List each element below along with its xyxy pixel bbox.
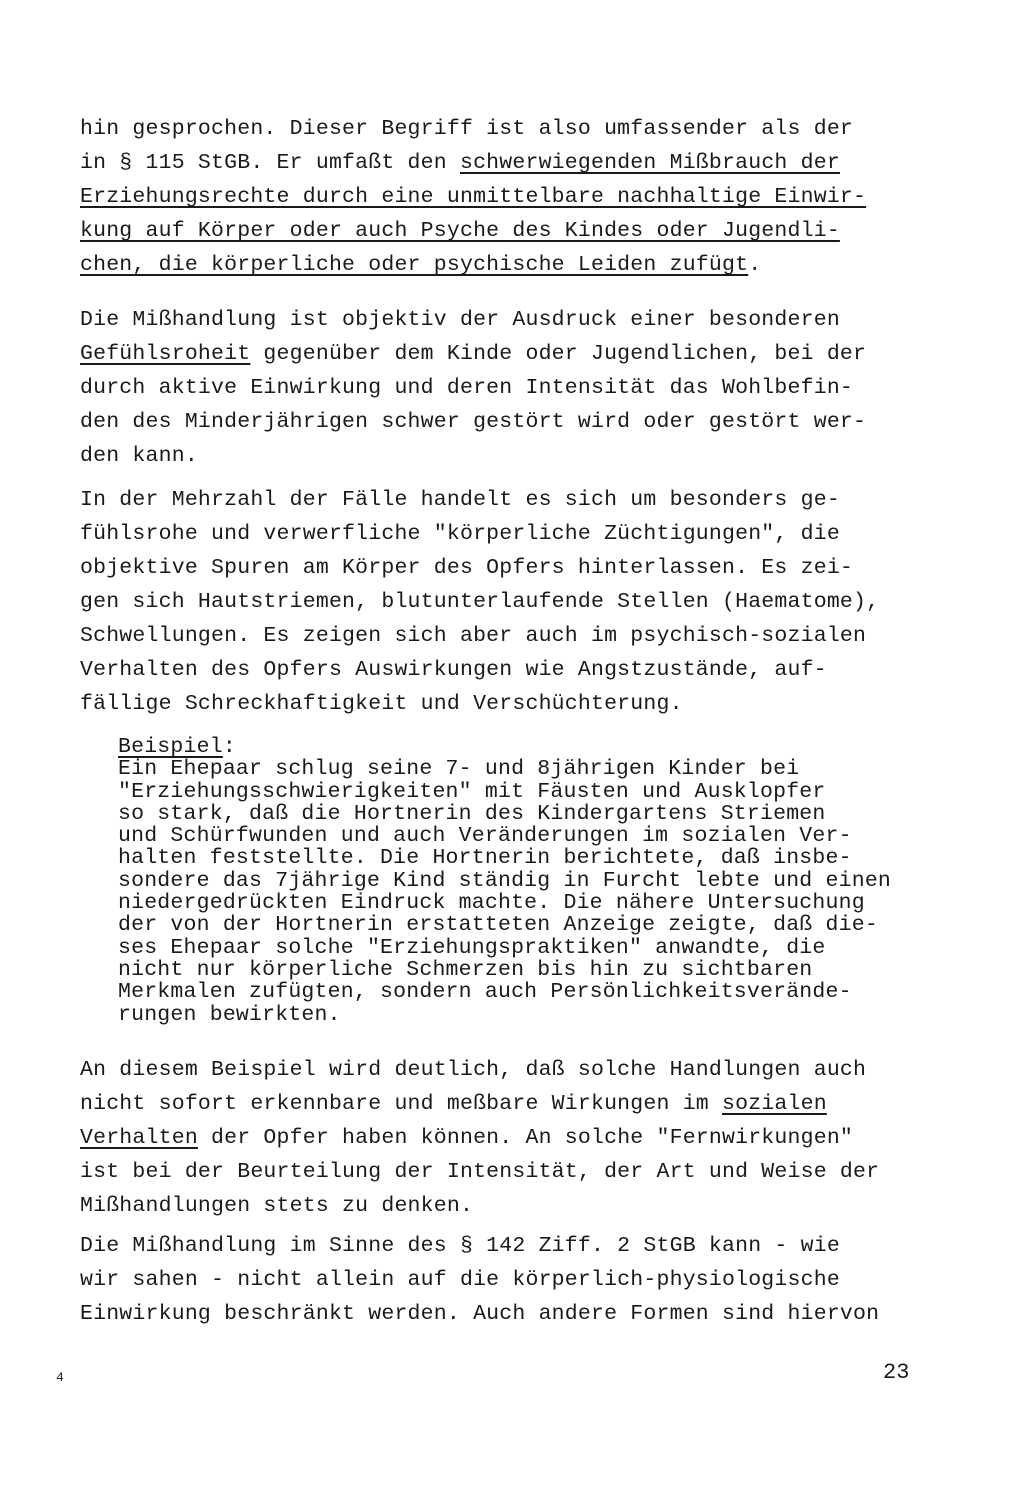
text-line: fühlsrohe und verwerfliche "körperliche Züchtigungen", die	[80, 522, 840, 546]
text-line: fällige Schreckhaftigkeit und Verschüchterung.	[80, 692, 683, 716]
text-line: Schwellungen. Es zeigen sich aber auch im psychisch-sozialen	[80, 624, 867, 648]
text-line: Ein Ehepaar schlug seine 7- und 8jährigen Kinder bei	[118, 757, 800, 782]
paragraph-mehrzahl	[80, 483, 940, 721]
text-line: den kann.	[80, 444, 198, 468]
text-line: sondere das 7jährige Kind ständig in Furcht lebte und einen	[118, 868, 892, 893]
text-line: objektive Spuren am Körper des Opfers hinterlassen. Es zei-	[80, 556, 854, 580]
text-line: In der Mehrzahl der Fälle handelt es sich um besonders ge-	[80, 488, 840, 512]
text-line	[80, 146, 940, 180]
text-span: .	[748, 253, 762, 277]
underlined-text: chen, die körperliche oder psychische Leiden zufügt	[80, 253, 749, 277]
text-line: und Schürfwunden und auch Veränderungen im sozialen Ver-	[118, 824, 852, 849]
footer-mark: 4	[56, 1370, 64, 1385]
text-line: den des Minderjährigen schwer gestört wird oder gestört wer-	[80, 410, 867, 434]
underlined-text: Beispiel	[118, 735, 223, 759]
text-line: Mißhandlungen stets zu denken.	[80, 1194, 474, 1218]
text-span: nicht sofort erkennbare und meßbare Wirkungen im	[80, 1092, 723, 1116]
text-line: ist bei der Beurteilung der Intensität, der Art und Weise der	[80, 1160, 880, 1184]
text-line: niedergedrückten Eindruck machte. Die nähere Untersuchung	[118, 891, 865, 916]
text-line: An diesem Beispiel wird deutlich, daß solche Handlungen auch	[80, 1058, 867, 1082]
text-line: halten feststellte. Die Hortnerin berichtete, daß insbe-	[118, 846, 852, 871]
text-line: so stark, daß die Hortnerin des Kindergartens Striemen	[118, 801, 826, 826]
underlined-text: Gefühlsroheit	[80, 342, 251, 366]
underlined-text: Verhalten	[80, 1126, 198, 1150]
text-line: Verhalten des Opfers Auswirkungen wie Angstzustände, auf-	[80, 658, 827, 682]
text-span: in § 115 StGB. Er umfaßt den	[80, 151, 460, 175]
text-line: ses Ehepaar solche "Erziehungspraktiken" anwandte, die	[118, 935, 826, 960]
text-line: rungen bewirkten.	[118, 1002, 341, 1027]
text-line: gen sich Hautstriemen, blutunterlaufende Stellen (Haematome),	[80, 590, 880, 614]
text-line: Einwirkung beschränkt werden. Auch andere Formen sind hiervon	[80, 1302, 880, 1326]
underlined-text: sozialen	[722, 1092, 827, 1116]
text-span: gegenüber dem Kinde oder Jugendlichen, bei der	[250, 342, 867, 366]
paragraph-sinne	[80, 1229, 940, 1331]
underlined-text-line: kung auf Körper oder auch Psyche des Kindes oder Jugendli-	[80, 219, 840, 243]
text-line	[80, 1087, 940, 1121]
page-number: 23	[883, 1360, 910, 1385]
text-line: Merkmalen zufügten, sondern auch Persönlichkeitsverände-	[118, 980, 852, 1005]
example-heading	[118, 736, 958, 758]
paragraph-definition	[80, 112, 940, 282]
paragraph-misshandlung	[80, 303, 940, 473]
text-line	[80, 337, 940, 371]
text-line: Die Mißhandlung ist objektiv der Ausdruck einer besonderen	[80, 308, 840, 332]
text-line: nicht nur körperliche Schmerzen bis hin zu sichtbaren	[118, 957, 813, 982]
text-line	[80, 248, 940, 282]
text-line: wir sahen - nicht allein auf die körperlich-physiologische	[80, 1268, 840, 1292]
underlined-text: schwerwiegenden Mißbrauch der	[459, 151, 840, 175]
paragraph-beispiel-deutlich	[80, 1053, 940, 1223]
text-line: durch aktive Einwirkung und deren Intensität das Wohlbefin-	[80, 376, 854, 400]
example-block	[118, 736, 958, 1026]
text-line: hin gesprochen. Dieser Begriff ist also umfassender als der	[80, 117, 854, 141]
text-line: Die Mißhandlung im Sinne des § 142 Ziff. 2 StGB kann - wie	[80, 1234, 840, 1258]
text-span: der Opfer haben können. An solche "Fernwirkungen"	[197, 1126, 854, 1150]
text-line: der von der Hortnerin erstatteten Anzeige zeigte, daß die-	[118, 913, 878, 938]
text-line	[80, 1121, 940, 1155]
underlined-text-line: Erziehungsrechte durch eine unmittelbare nachhaltige Einwir-	[80, 185, 867, 209]
text-line: "Erziehungsschwierigkeiten" mit Fäusten und Ausklopfer	[118, 779, 826, 804]
text-span: :	[222, 735, 236, 759]
